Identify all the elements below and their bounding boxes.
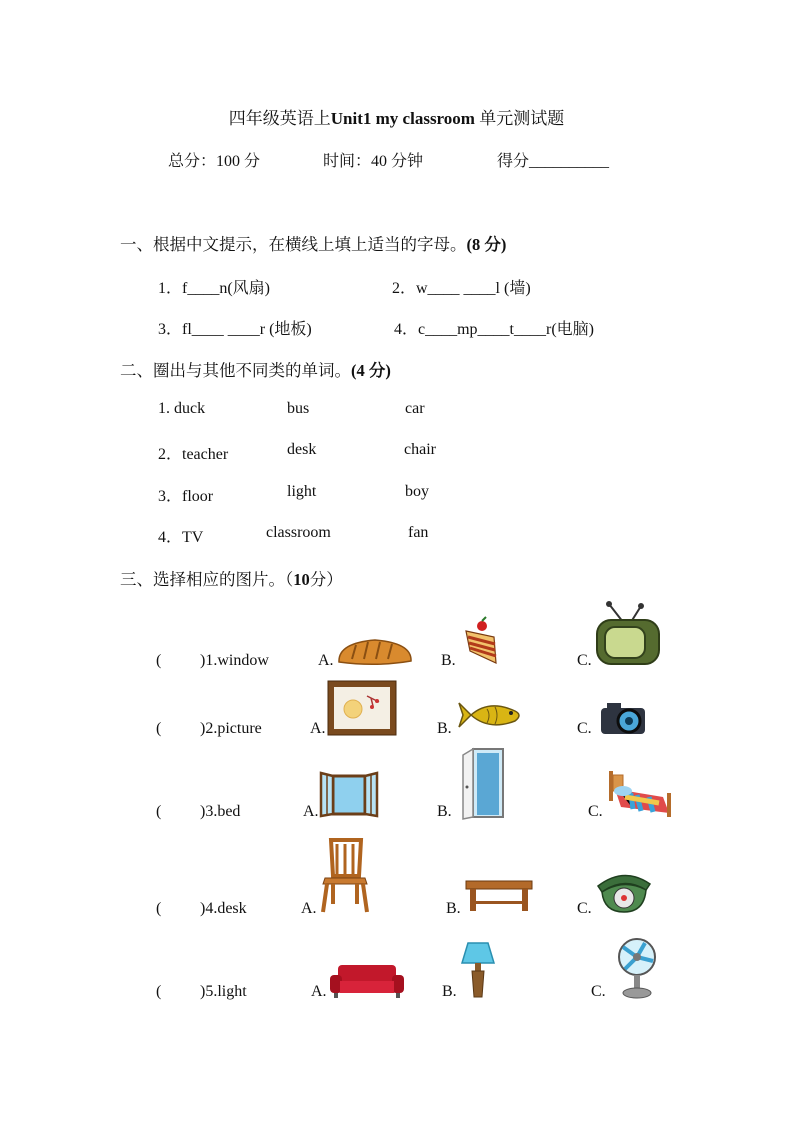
- section1-item-1: 1．f____n(风扇): [158, 280, 270, 297]
- title-suffix: 单元测试题: [479, 109, 565, 128]
- score-blank: 得分__________: [497, 153, 610, 170]
- sofa-icon: [328, 963, 406, 999]
- question-label: )2.picture: [200, 720, 262, 737]
- section1-heading-text: 一、根据中文提示，在横线上填上适当的字母。: [120, 235, 467, 254]
- answer-paren: (: [156, 983, 162, 1000]
- section2-heading-text: 二、圈出与其他不同类的单词。: [120, 361, 351, 380]
- door-icon: [457, 747, 507, 821]
- option-c-label: C.: [591, 983, 606, 1000]
- s2-row3-word1: 3．floor: [158, 488, 214, 505]
- picture-frame-icon: [327, 680, 397, 736]
- option-b-label: B.: [446, 900, 461, 917]
- option-a-label: A.: [310, 720, 326, 737]
- question-label: )3.bed: [200, 803, 241, 820]
- option-a-label: A.: [311, 983, 327, 1000]
- fan-icon: [615, 937, 659, 999]
- s2-row3-word3: boy: [405, 483, 429, 500]
- section1-heading: [120, 231, 506, 255]
- section3-points: 10: [293, 570, 310, 589]
- section1-points: (8 分): [466, 235, 507, 254]
- option-b-label: B.: [442, 983, 457, 1000]
- s2-row2-word3: chair: [404, 441, 436, 458]
- s2-row1-word3: car: [405, 400, 425, 417]
- desk-icon: [464, 879, 534, 913]
- s2-row4-word2: classroom: [266, 524, 331, 541]
- bed-icon: [607, 767, 673, 819]
- tv-icon: [593, 600, 663, 666]
- answer-paren: (: [156, 803, 162, 820]
- phone-icon: [594, 866, 654, 914]
- question-label: )4.desk: [200, 900, 247, 917]
- option-b-label: B.: [441, 652, 456, 669]
- chair-icon: [319, 838, 371, 914]
- option-b-label: B.: [437, 803, 452, 820]
- total-score: 总分：100 分: [168, 153, 261, 170]
- section2-heading: [120, 357, 391, 381]
- answer-paren: (: [156, 652, 162, 669]
- camera-icon: [599, 700, 649, 736]
- option-b-label: B.: [437, 720, 452, 737]
- cake-icon: [464, 617, 500, 665]
- section1-item-2: 2．w____ ____l (墙): [392, 280, 531, 297]
- option-c-label: C.: [577, 900, 592, 917]
- section2-points: (4 分): [351, 361, 391, 380]
- question-label: )1.window: [200, 652, 269, 669]
- s2-row3-word2: light: [287, 483, 317, 500]
- window-icon: [319, 772, 379, 818]
- option-a-label: A.: [318, 652, 334, 669]
- section3-heading-prefix: 三、选择相应的图片。（: [120, 570, 294, 589]
- option-c-label: C.: [577, 652, 592, 669]
- s2-row2-word2: desk: [287, 441, 317, 458]
- option-a-label: A.: [303, 803, 319, 820]
- title-prefix: 四年级英语上: [228, 109, 331, 128]
- time-limit: 时间：40 分钟: [323, 153, 424, 170]
- section3-heading: [120, 566, 343, 590]
- title-bold: Unit1 my classroom: [330, 109, 475, 128]
- section3-heading-suffix: 分）: [309, 570, 343, 589]
- bread-icon: [336, 637, 414, 667]
- s2-row2-word1: 2．teacher: [158, 446, 229, 463]
- fish-icon: [457, 697, 525, 733]
- question-label: )5.light: [200, 983, 247, 1000]
- answer-paren: (: [156, 900, 162, 917]
- s2-row1-word2: bus: [287, 400, 310, 417]
- option-c-label: C.: [577, 720, 592, 737]
- s2-row1-word1: 1. duck: [158, 400, 206, 417]
- lamp-icon: [460, 941, 496, 999]
- s2-row4-word1: 4．TV: [158, 529, 204, 546]
- s2-row4-word3: fan: [408, 524, 429, 541]
- section1-item-3: 3．fl____ ____r (地板): [158, 321, 312, 338]
- page-title: [0, 104, 793, 129]
- section1-item-4: 4．c____mp____t____r(电脑): [394, 321, 594, 338]
- option-a-label: A.: [301, 900, 317, 917]
- option-c-label: C.: [588, 803, 603, 820]
- answer-paren: (: [156, 720, 162, 737]
